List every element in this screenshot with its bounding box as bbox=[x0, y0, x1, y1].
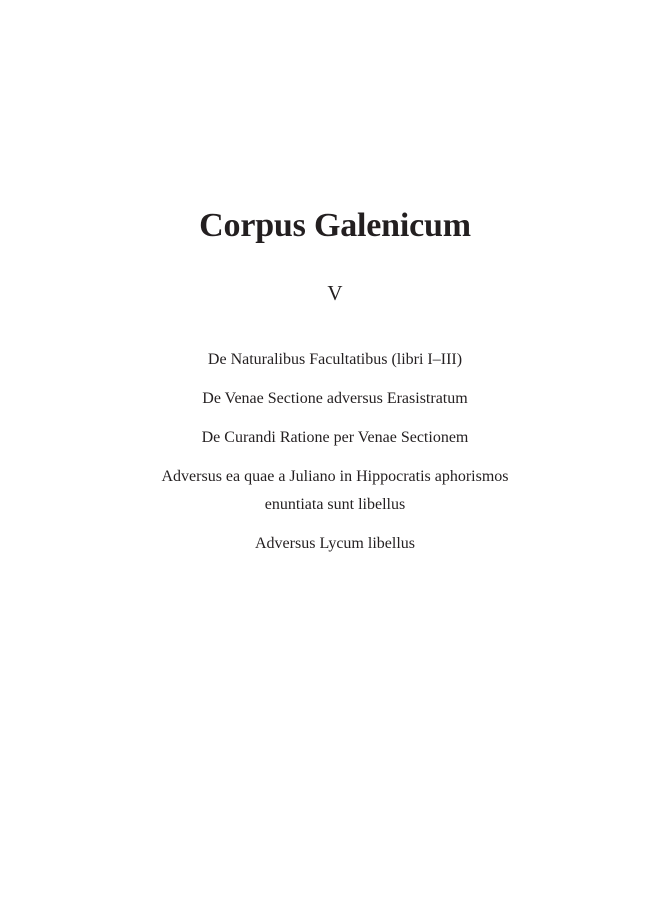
contents-item-line: enuntiata sunt libellus bbox=[264, 496, 406, 513]
contents-item-line: De Curandi Ratione per Venae Sectionem bbox=[201, 429, 469, 446]
volume-number: V bbox=[327, 281, 343, 305]
contents-list bbox=[0, 346, 646, 569]
contents-item-line: De Venae Sectione adversus Erasistratum bbox=[202, 390, 468, 407]
contents-item bbox=[0, 463, 646, 519]
contents-item bbox=[0, 346, 646, 374]
contents-item bbox=[0, 385, 646, 413]
contents-item bbox=[0, 424, 646, 452]
contents-item-line: De Naturalibus Facultatibus (libri I–III) bbox=[207, 351, 463, 368]
contents-item-line: Adversus Lycum libellus bbox=[255, 535, 415, 552]
series-title: Corpus Galenicum bbox=[199, 207, 471, 244]
contents-item-line: Adversus ea quae a Juliano in Hippocratis aphorismos bbox=[161, 468, 509, 485]
contents-item bbox=[0, 530, 646, 558]
